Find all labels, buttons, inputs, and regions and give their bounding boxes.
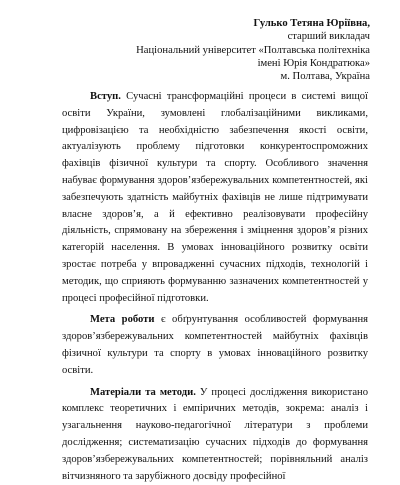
paragraph-text: є обґрунтування особливостей формування здоров’язбережувальних компетентностей майбутніх фахівців фізичної культури та спорту в умовах інноваційного розвитку освіти. bbox=[62, 314, 368, 376]
paragraph-introduction bbox=[62, 89, 368, 307]
author-name: Гулько Тетяна Юріївна, bbox=[253, 18, 370, 29]
author-location: м. Полтава, Україна bbox=[280, 71, 370, 83]
paragraph-aim bbox=[62, 312, 368, 379]
author-institution-line2: імені Юрія Кондратюка» bbox=[257, 57, 370, 69]
paragraph-lead: Матеріали та методи. bbox=[90, 386, 196, 398]
author-info bbox=[136, 17, 370, 83]
author-institution-line1: Національний університет «Полтавська політехніка bbox=[136, 44, 370, 56]
paragraph-lead: Мета роботи bbox=[90, 314, 155, 326]
paragraph-lead: Вступ. bbox=[90, 91, 121, 102]
paragraph-text: Сучасні трансформаційні процеси в системі вищої освіти України, зумовлені глобалізаційними викликами, цифровізацією та необхідністю забезпечення якості освіти, актуалізують проблему підготовки конкурентоспроможних фахівців фізичної культури та спорту. Особливого значення набуває формування здоров’язбережувальних компетентностей, які забезпечують здатність майбутніх фахівців не лише підтримувати власне здоров’я, а й ефективно реалізовувати професійну діяльність, спрямовану на збереження і зміцнення здоров’я різних категорій населення. В умовах інноваційного розвитку освіти зростає потреба у впровадженні сучасних підходів, технологій і методик, що сприяють формуванню зазначених компетентностей у процесі професійної підготовки. bbox=[62, 91, 368, 304]
paragraph-text: У процесі дослідження використано комплекс теоретичних і емпіричних методів, зокрема: аналіз і узагальнення науково-педагогічної літератури з проблеми дослідження; систематизацію сучасних підходів до формування здоров’язбережувальних компетентностей; порівняльний аналіз вітчизняного та зарубіжного досвіду професійної bbox=[62, 386, 368, 482]
author-position: старший викладач bbox=[287, 31, 370, 43]
body-text bbox=[62, 89, 368, 485]
